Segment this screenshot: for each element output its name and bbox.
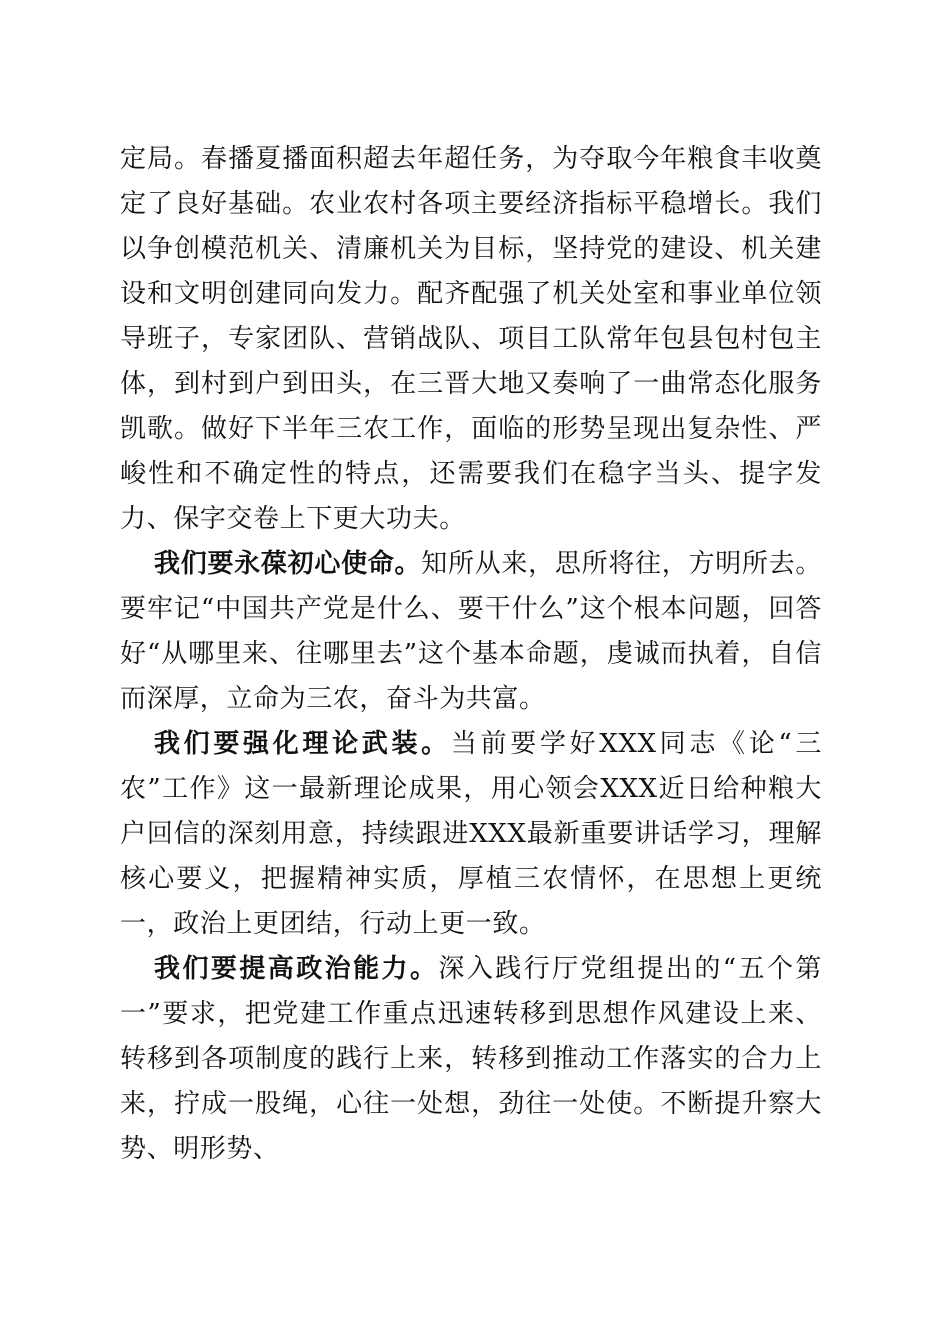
paragraph-text: 深入践行厅党组提出的“五个第一”要求，把党建工作重点迅速转移到思想作风建设上来、转移到各项制度的践行上来，转移到推动工作落实的合力上来，拧成一股绳，心往一处想，劲往一处使。不断提升察大势、明形势、 bbox=[120, 954, 822, 1164]
paragraph-lead: 我们要强化理论武装。 bbox=[154, 729, 451, 759]
document-body bbox=[120, 137, 822, 1172]
paragraph-lead: 我们要提高政治能力。 bbox=[154, 954, 439, 984]
paragraph-text: 定局。春播夏播面积超去年超任务，为夺取今年粮食丰收奠定了良好基础。农业农村各项主要经济指标平稳增长。我们以争创模范机关、清廉机关为目标，坚持党的建设、机关建设和文明创建同向发力。配齐配强了机关处室和事业单位领导班子，专家团队、营销战队、项目工队常年包县包村包主体，到村到户到田头，在三晋大地又奏响了一曲常态化服务凯歌。做好下半年三农工作，面临的形势呈现出复杂性、严峻性和不确定性的特点，还需要我们在稳字当头、提字发力、保字交卷上下更大功夫。 bbox=[120, 144, 822, 534]
paragraph-text: 知所从来，思所将往，方明所去。要牢记“中国共产党是什么、要干什么”这个根本问题，回答好“从哪里来、往哪里去”这个基本命题，虔诚而执着，自信而深厚，立命为三农，奋斗为共富。 bbox=[120, 549, 822, 714]
paragraph-lead: 我们要永葆初心使命。 bbox=[154, 549, 422, 579]
paragraph-mission bbox=[120, 542, 822, 722]
paragraph-continuation bbox=[120, 137, 822, 542]
paragraph-political bbox=[120, 947, 822, 1172]
paragraph-theory bbox=[120, 722, 822, 947]
paragraph-text: 当前要学好XXX同志《论“三农”工作》这一最新理论成果，用心领会XXX近日给种粮大户回信的深刻用意，持续跟进XXX最新重要讲话学习，理解核心要义，把握精神实质，厚植三农情怀，在思想上更统一，政治上更团结，行动上更一致。 bbox=[120, 729, 822, 939]
